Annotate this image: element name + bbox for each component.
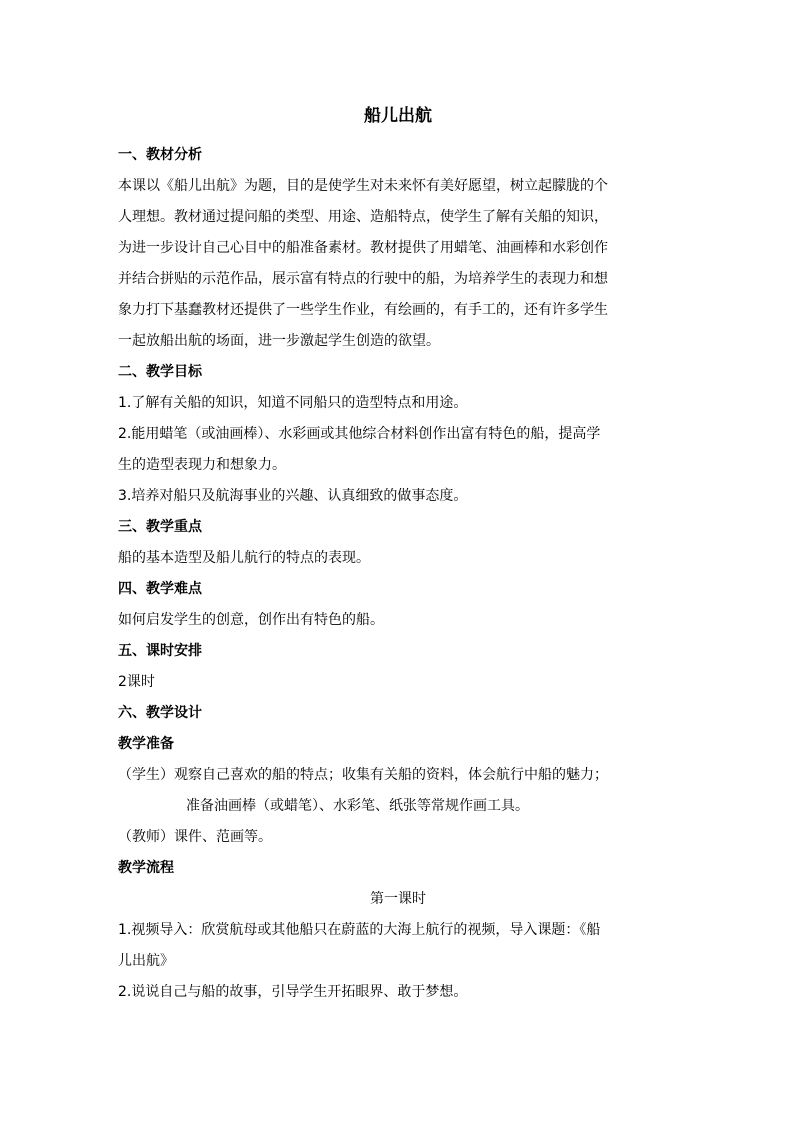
document-page	[118, 100, 678, 1008]
subsection-heading-flow: 教学流程	[118, 860, 174, 876]
flow-line: 1.视频导入：欣赏航母或其他船只在蔚蓝的大海上航行的视频，导入课题：《船	[118, 922, 601, 938]
section-heading: 一、教材分析	[118, 147, 202, 163]
section-schedule	[118, 636, 678, 698]
section-heading: 二、教学目标	[118, 364, 202, 380]
flow-line: 2.说说自己与船的故事，引导学生开拓眼界、敢于梦想。	[118, 984, 468, 1000]
section-heading: 六、教学设计	[118, 705, 202, 721]
section-heading: 三、教学重点	[118, 519, 202, 535]
flow-line: 儿出航》	[118, 953, 174, 969]
paragraph-line: 并结合拼贴的示范作品，展示富有特点的行驶中的船，为培养学生的表现力和想	[118, 271, 608, 287]
teacher-prep-line: （教师）课件、范画等。	[118, 829, 272, 845]
paragraph-line: 本课以《船儿出航》为题，目的是使学生对未来怀有美好愿望，树立起朦胧的个	[118, 178, 608, 194]
section-difficulties	[118, 574, 678, 636]
paragraph-line: 为进一步设计自己心目中的船准备素材。教材提供了用蜡笔、油画棒和水彩创作	[118, 240, 608, 256]
paragraph-line: 一起放船出航的场面，进一步激起学生创造的欲望。	[118, 333, 440, 349]
lesson-title: 第一课时	[370, 891, 426, 907]
section-material-analysis	[118, 140, 678, 357]
paragraph-line: 人理想。教材通过提问船的类型、用途、造船特点，使学生了解有关船的知识，	[118, 209, 608, 225]
student-prep-line: （学生）观察自己喜欢的船的特点；收集有关船的资料，体会航行中船的魅力；	[118, 767, 608, 783]
paragraph-line: 如何启发学生的创意，创作出有特色的船。	[118, 612, 384, 628]
paragraph-line: 2课时	[118, 674, 155, 690]
document-title: 船儿出航	[364, 106, 432, 126]
section-teaching-design	[118, 698, 678, 1008]
section-heading: 四、教学难点	[118, 581, 202, 597]
student-prep-line-continued: 准备油画棒（或蜡笔）、水彩笔、纸张等常规作画工具。	[186, 798, 529, 814]
section-teaching-goals	[118, 357, 678, 512]
goal-line: 3.培养对船只及航海事业的兴趣、认真细致的做事态度。	[118, 488, 468, 504]
goal-line: 1.了解有关船的知识，知道不同船只的造型特点和用途。	[118, 395, 468, 411]
section-heading: 五、课时安排	[118, 643, 202, 659]
section-key-points	[118, 512, 678, 574]
goal-line: 2.能用蜡笔（或油画棒）、水彩画或其他综合材料创作出富有特色的船，提高学	[118, 426, 601, 442]
paragraph-line: 象力打下基蠢教材还提供了一些学生作业，有绘画的，有手工的，还有许多学生	[118, 302, 608, 318]
subsection-heading-preparation: 教学准备	[118, 736, 174, 752]
goal-line: 生的造型表现力和想象力。	[118, 457, 286, 473]
paragraph-line: 船的基本造型及船儿航行的特点的表现。	[118, 550, 370, 566]
